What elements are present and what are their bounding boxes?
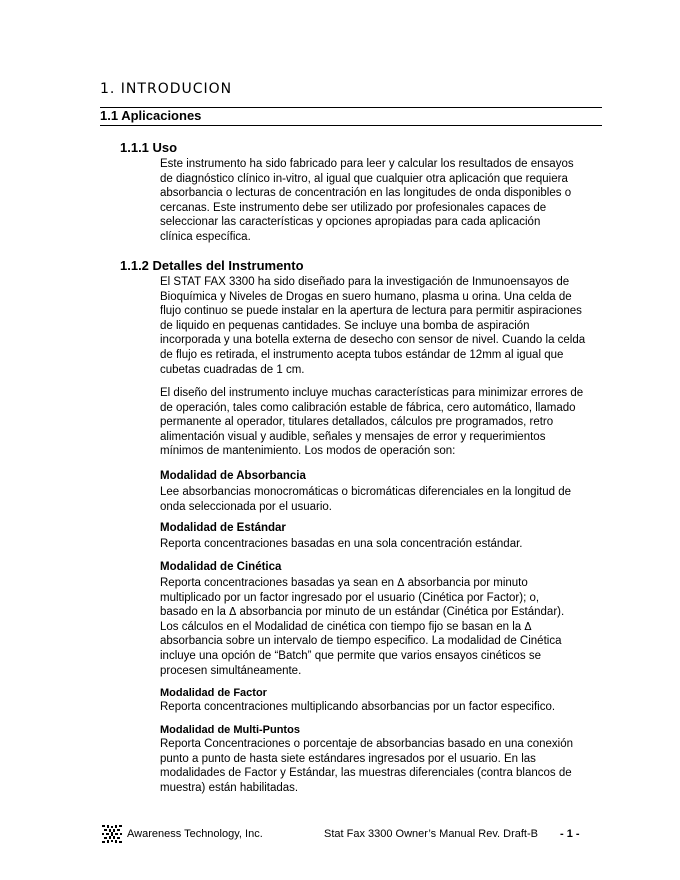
mode-factor-text	[160, 700, 600, 715]
mode-cinetica-heading: Modalidad de Cinética	[160, 561, 282, 573]
detalles-paragraph-2	[160, 386, 618, 459]
mode-estandar-text	[160, 537, 600, 552]
text-line: punto a punto de hasta siete estándares ingresados por el usuario. En las	[160, 752, 536, 765]
mode-factor-heading: Modalidad de Factor	[160, 687, 267, 699]
text-line: flujo continuo se puede instalar en la apertura de lectura para permitir aspiraciones	[160, 305, 582, 318]
company-logo-icon	[102, 825, 122, 843]
delta-symbol: Δ	[397, 577, 405, 589]
delta-symbol: Δ	[524, 620, 532, 633]
text-line: muestra) están habilitadas.	[160, 781, 299, 794]
uso-paragraph	[160, 157, 600, 245]
detalles-heading: 1.1.2 Detalles del Instrumento	[120, 258, 304, 273]
text-line: Los cálculos en el Modalidad de cinética con tiempo fijo se basan en la Δ	[160, 620, 532, 633]
page-number: - 1 -	[560, 828, 580, 840]
text-line: cubetas cuadradas de 1 cm.	[160, 363, 305, 376]
text-line: clínica específica.	[160, 230, 251, 243]
text-line: onda seleccionada por el usuario.	[160, 500, 332, 513]
text-line: Reporta concentraciones multiplicando absorbancias por un factor especifico.	[160, 701, 556, 713]
text-line: Reporta concentraciones basadas en una sola concentración estándar.	[160, 538, 523, 550]
text-line: permanente al operador, titulares detallados, cálculos pre programados, retro	[160, 416, 554, 429]
text-line: incorporada y una botella externa de desecho con sensor de nivel. Cuando la celda	[160, 334, 586, 347]
text-line: absorbancia sobre un intervalo de tiempo especifico. La modalidad de Cinética	[160, 635, 562, 648]
text-line: Bioquímica y Niveles de Drogas en suero humano, plasma u orina. Una celda de	[160, 290, 572, 303]
text-line: incluye una opción de “Batch” que permite que varios ensayos cinéticos se	[160, 649, 541, 662]
text-line: Este instrumento ha sido fabricado para leer y calcular los resultados de ensayos	[160, 158, 574, 170]
mode-absorbancia-heading: Modalidad de Absorbancia	[160, 470, 306, 482]
text-line: El diseño del instrumento incluye muchas características para minimizar errores de	[160, 387, 584, 399]
text-line: multiplicado por un factor ingresado por el usuario (Cinética por Factor); o,	[160, 591, 540, 604]
chapter-heading: 1. INTRODUCION	[100, 81, 233, 97]
section-heading: 1.1 Aplicaciones	[100, 108, 202, 123]
text-line: mínimos de mantenimiento. Los modos de operación son:	[160, 445, 456, 458]
text-line: Reporta concentraciones basadas ya sean en Δ absorbancia por minuto	[160, 577, 528, 589]
mode-estandar-heading: Modalidad de Estándar	[160, 522, 286, 534]
text-line: de flujo es retirada, el instrumento acepta tubos estándar de 12mm al igual que	[160, 348, 564, 361]
mode-absorbancia-text	[160, 485, 600, 514]
footer-company: Awareness Technology, Inc.	[127, 828, 263, 840]
text-line: seleccionar las características y opciones apropiadas para cada aplicación	[160, 216, 541, 229]
uso-heading: 1.1.1 Uso	[120, 140, 178, 155]
text-line: cercanas. Este instrumento debe ser utilizado por profesionales capaces de	[160, 201, 547, 214]
mode-cinetica-text	[160, 576, 600, 678]
mode-multipuntos-text	[160, 737, 600, 795]
delta-symbol: Δ	[229, 606, 237, 619]
text-line: El STAT FAX 3300 ha sido diseñado para la investigación de Inmunoensayos de	[160, 276, 570, 288]
heading-rule-bottom	[100, 125, 602, 126]
text-line: basado en la Δ absorbancia por minuto de un estándar (Cinética por Estándar).	[160, 606, 565, 619]
page-footer	[100, 825, 602, 845]
text-line: de operación, tales como calibración estable de fábrica, cero automático, llamado	[160, 401, 576, 414]
mode-multipuntos-heading: Modalidad de Multi-Puntos	[160, 724, 300, 736]
text-line: alimentación visual y audible, señales y mensajes de error y requerimientos	[160, 430, 546, 443]
text-line: de diagnóstico clínico in-vitro, al igual que cualquier otra aplicación que requiera	[160, 172, 568, 185]
footer-manual-title: Stat Fax 3300 Owner’s Manual Rev. Draft-B	[324, 828, 538, 840]
text-line: Lee absorbancias monocromáticas o bicromáticas diferenciales en la longitud de	[160, 486, 572, 498]
text-line: de liquido en pequenas cantidades. Se incluye una bomba de aspiración	[160, 319, 530, 332]
text-line: procesen simultáneamente.	[160, 664, 302, 677]
text-line: modalidades de Factor y Estándar, las muestras diferenciales (contra blancos de	[160, 767, 572, 780]
detalles-paragraph-1	[160, 275, 618, 377]
text-line: Reporta Concentraciones o porcentaje de absorbancias basado en una conexión	[160, 738, 574, 750]
text-line: absorbancia o lecturas de concentración en las longitudes de onda disponibles o	[160, 187, 572, 200]
